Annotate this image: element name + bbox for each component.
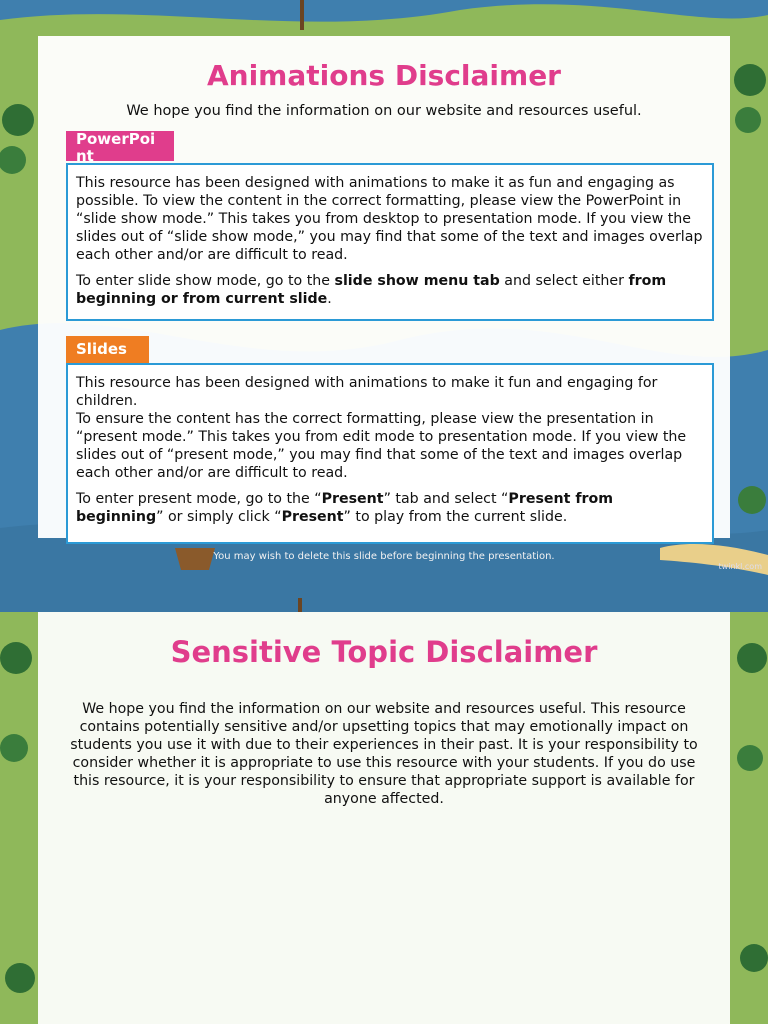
brand-watermark: twinkl.com	[718, 562, 762, 571]
powerpoint-tag: PowerPoint	[66, 131, 174, 161]
slides-paragraph-1: This resource has been designed with animations to make it fun and engaging for children. To ensure the content has the correct formatting, please view the presentation in “present mode.” This takes you from edit mode to presentation mode. If you view the slides out of “present mode,” you may find that some of the text and images overlap each other and/or are difficult to read.	[76, 375, 687, 481]
powerpoint-paragraph-1: This resource has been designed with animations to make it as fun and engaging as possible. To view the content in the correct formatting, please view the PowerPoint in “slide show mode.” This takes you from desktop to presentation mode. If you view the slides out of “slide show mode,” you may find that some of the text and images overlap each other and/or are difficult to read.	[76, 175, 703, 263]
page-title: Animations Disclaimer	[206, 59, 561, 92]
disclaimer-card	[38, 612, 730, 1024]
powerpoint-info-box	[66, 163, 714, 321]
intro-text: We hope you find the information on our website and resources useful.	[126, 103, 642, 119]
slide-show-menu-tab-label: slide show menu tab	[334, 273, 500, 289]
powerpoint-paragraph-2: To enter slide show mode, go to the slide show menu tab and select either from beginning or from current slide.	[76, 273, 667, 307]
sensitive-topic-text: We hope you find the information on our website and resources useful. This resource contains potentially sensitive and/or upsetting topics that may emotionally impact on students you use it with due to their experiences in their past. It is your responsibility to consider whether it is appropriate to use this resource with your students. If you do use this resource, it is your responsibility to ensure that appropriate support is available for anyone affected.	[70, 701, 698, 807]
slides-tag: Slides	[66, 336, 149, 363]
disclaimer-card	[38, 36, 730, 538]
slides-info-box	[66, 363, 714, 544]
slides-paragraph-2: To enter present mode, go to the “Present” tab and select “Present from beginning” or simply click “Present” to play from the current slide.	[76, 491, 614, 525]
page-title: Sensitive Topic Disclaimer	[170, 635, 598, 669]
sensitive-topic-disclaimer-slide	[0, 598, 768, 1024]
from-beginning-label: from beginning or from current slide	[76, 273, 667, 307]
delete-slide-note: You may wish to delete this slide before beginning the presentation.	[213, 551, 555, 562]
